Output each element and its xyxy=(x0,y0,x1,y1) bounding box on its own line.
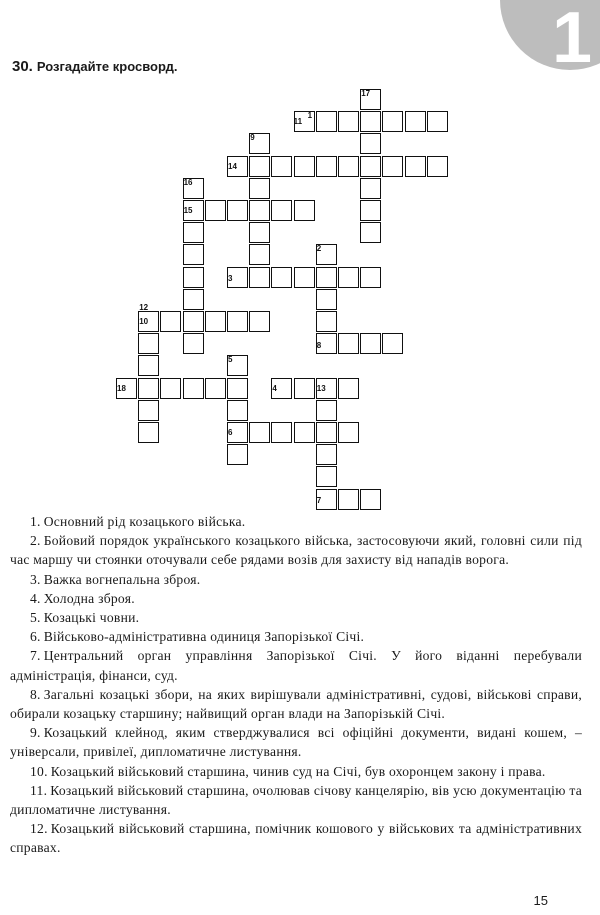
crossword-cell[interactable] xyxy=(160,378,181,399)
clue-item-text: Основний рід козацького війська. xyxy=(43,514,246,529)
clue-item-number: 6. xyxy=(30,629,41,645)
clue-item xyxy=(10,512,582,531)
crossword-cell[interactable] xyxy=(338,333,359,354)
crossword-cell[interactable] xyxy=(338,156,359,177)
crossword-cell[interactable] xyxy=(249,422,270,443)
clue-number-1: 1 xyxy=(307,111,313,121)
exercise-title: Розгадайте кросворд. xyxy=(36,59,178,74)
crossword-cell[interactable] xyxy=(316,289,337,310)
clue-item xyxy=(10,570,582,589)
crossword-cell[interactable] xyxy=(138,422,159,443)
crossword-cell[interactable] xyxy=(294,156,315,177)
crossword-cell[interactable] xyxy=(360,267,381,288)
clue-item-text: Козацький військовий старшина, помічник кошового у військових та адміністративних справах. xyxy=(10,821,582,856)
crossword-cell[interactable] xyxy=(183,267,204,288)
crossword-cell[interactable] xyxy=(316,422,337,443)
clue-item-text: Центральний орган управління Запорізької Січі. У його віданні перебували адміністрація, фінанси, суд. xyxy=(10,648,582,683)
crossword-cell[interactable] xyxy=(183,333,204,354)
clue-number-9: 9 xyxy=(250,133,255,143)
crossword-cell[interactable] xyxy=(360,133,381,154)
crossword-cell[interactable] xyxy=(271,422,292,443)
clue-item xyxy=(10,781,582,819)
clue-item xyxy=(10,685,582,723)
clue-number-17: 17 xyxy=(361,89,371,98)
crossword-cell[interactable] xyxy=(249,311,270,332)
clue-number-15: 15 xyxy=(183,206,193,215)
crossword-cell[interactable] xyxy=(405,111,426,132)
chapter-number: 1 xyxy=(551,0,592,78)
clue-item-number: 9. xyxy=(30,725,41,741)
crossword-cell[interactable] xyxy=(183,222,204,243)
crossword-cell[interactable] xyxy=(249,222,270,243)
clue-item-text: Козацький військовий старшина, чинив суд на Січі, був охоронцем закону і права. xyxy=(50,763,546,779)
clue-number-8: 8 xyxy=(316,341,322,351)
clue-item xyxy=(10,819,582,857)
page-number: 15 xyxy=(533,893,548,908)
crossword-cell[interactable] xyxy=(294,267,315,288)
clue-item xyxy=(10,608,582,627)
clue-number-18: 18 xyxy=(117,383,126,393)
clue-item xyxy=(10,646,582,684)
clue-item xyxy=(10,723,582,761)
crossword-cell[interactable] xyxy=(427,111,448,132)
clue-item xyxy=(10,589,582,608)
crossword-cell[interactable] xyxy=(360,111,381,132)
clue-number-6: 6 xyxy=(228,428,233,437)
crossword-cell[interactable] xyxy=(316,466,337,487)
crossword-cell[interactable] xyxy=(183,311,204,332)
crossword-cell[interactable] xyxy=(316,444,337,465)
clue-item-text: Військово-адміністративна одиниця Запорізької Січі. xyxy=(43,629,365,645)
clue-item-number: 2. xyxy=(30,533,41,549)
crossword-cell[interactable] xyxy=(382,111,403,132)
crossword-cell[interactable] xyxy=(360,200,381,221)
crossword-cell[interactable] xyxy=(138,400,159,421)
clue-list xyxy=(10,512,582,858)
crossword-cell[interactable] xyxy=(205,378,226,399)
crossword-cell[interactable] xyxy=(249,178,270,199)
crossword-cell[interactable] xyxy=(160,311,181,332)
crossword-cell[interactable] xyxy=(183,289,204,310)
crossword-cell[interactable] xyxy=(338,267,359,288)
clue-number-4: 4 xyxy=(272,383,277,393)
clue-item xyxy=(10,531,582,569)
crossword-cell[interactable] xyxy=(227,444,248,465)
crossword-cell[interactable] xyxy=(316,400,337,421)
clue-item-text: Холодна зброя. xyxy=(43,590,135,606)
clue-item-number: 7. xyxy=(30,648,41,664)
crossword-cell[interactable] xyxy=(382,156,403,177)
crossword-cell[interactable] xyxy=(338,378,359,399)
crossword-cell[interactable] xyxy=(316,267,337,288)
crossword-cell[interactable] xyxy=(183,378,204,399)
clue-number-12: 12 xyxy=(139,303,149,312)
crossword-cell[interactable] xyxy=(360,489,381,510)
clue-item-text: Козацькі човни. xyxy=(43,610,140,626)
clue-number-13: 13 xyxy=(316,383,326,393)
crossword-cell[interactable] xyxy=(316,156,337,177)
crossword-cell[interactable] xyxy=(205,311,226,332)
clue-number-2: 2 xyxy=(316,244,322,254)
crossword-cell[interactable] xyxy=(227,200,248,221)
crossword-cell[interactable] xyxy=(249,267,270,288)
crossword-cell[interactable] xyxy=(338,111,359,132)
crossword-cell[interactable] xyxy=(316,311,337,332)
clue-item-number: 5. xyxy=(30,610,41,626)
clue-item xyxy=(10,762,582,781)
crossword-cell[interactable] xyxy=(360,333,381,354)
crossword-cell[interactable] xyxy=(360,222,381,243)
crossword-cell[interactable] xyxy=(249,244,270,265)
clue-item-text: Козацький військовий старшина, очолював січову канцелярію, вів усю документацію та дипломатичне листування. xyxy=(10,782,582,818)
crossword-cell[interactable] xyxy=(427,156,448,177)
crossword-cell[interactable] xyxy=(294,378,315,399)
crossword-cell[interactable] xyxy=(338,422,359,443)
crossword-cell[interactable] xyxy=(138,355,159,376)
clue-number-11: 11 xyxy=(293,117,303,127)
crossword-cell[interactable] xyxy=(249,200,270,221)
crossword-cell[interactable] xyxy=(249,156,270,177)
clue-number-16: 16 xyxy=(183,177,193,187)
clue-item-text: Козацький клейнод, яким стверджувалися всі офіційні документи, видані кошем, – універсали, привілеї, дипломатичне листування. xyxy=(10,725,582,760)
crossword-cell[interactable] xyxy=(405,156,426,177)
exercise-number: 30. xyxy=(12,58,33,75)
crossword-cell[interactable] xyxy=(138,333,159,354)
clue-item-number: 3. xyxy=(30,571,41,587)
clue-item-text: Загальні козацькі збори, на яких вирішували адміністративні, судові, військові справи, обирали козацьку старшину; найвищий орган влади на Запорізькій Січі. xyxy=(10,686,582,722)
clue-item xyxy=(10,627,582,646)
crossword-cell[interactable] xyxy=(382,333,403,354)
crossword-cell[interactable] xyxy=(360,156,381,177)
crossword-cell[interactable] xyxy=(205,200,226,221)
clue-item-text: Важка вогнепальна зброя. xyxy=(43,571,201,587)
crossword-cell[interactable] xyxy=(271,200,292,221)
clue-item-text: Бойовий порядок українського козацького війська, застосовуючи який, головні сили під час маршу чи стоянки оточували себе рядами возів для захисту від нападів ворога. xyxy=(10,533,582,568)
clue-item-number: 11. xyxy=(30,782,48,798)
crossword-cell[interactable] xyxy=(294,422,315,443)
clue-item-number: 8. xyxy=(30,686,41,702)
crossword-cell[interactable] xyxy=(138,378,159,399)
clue-item-number: 10. xyxy=(30,763,48,779)
clue-number-10: 10 xyxy=(139,317,149,326)
crossword-cell[interactable] xyxy=(183,244,204,265)
crossword-cell[interactable] xyxy=(227,311,248,332)
clue-number-3: 3 xyxy=(228,273,233,283)
crossword-cell[interactable] xyxy=(294,200,315,221)
crossword-cell[interactable] xyxy=(227,378,248,399)
crossword-cell[interactable] xyxy=(271,156,292,177)
clue-number-14: 14 xyxy=(228,161,237,171)
clue-number-5: 5 xyxy=(228,355,233,365)
clue-item-number: 1. xyxy=(30,514,41,529)
crossword-cell[interactable] xyxy=(227,400,248,421)
crossword-cell[interactable] xyxy=(338,489,359,510)
clue-item-number: 12. xyxy=(30,821,48,837)
clue-item-number: 4. xyxy=(30,590,41,606)
clue-number-7: 7 xyxy=(316,495,322,505)
crossword-cell[interactable] xyxy=(316,111,337,132)
crossword-cell[interactable] xyxy=(360,178,381,199)
crossword-cell[interactable] xyxy=(271,267,292,288)
